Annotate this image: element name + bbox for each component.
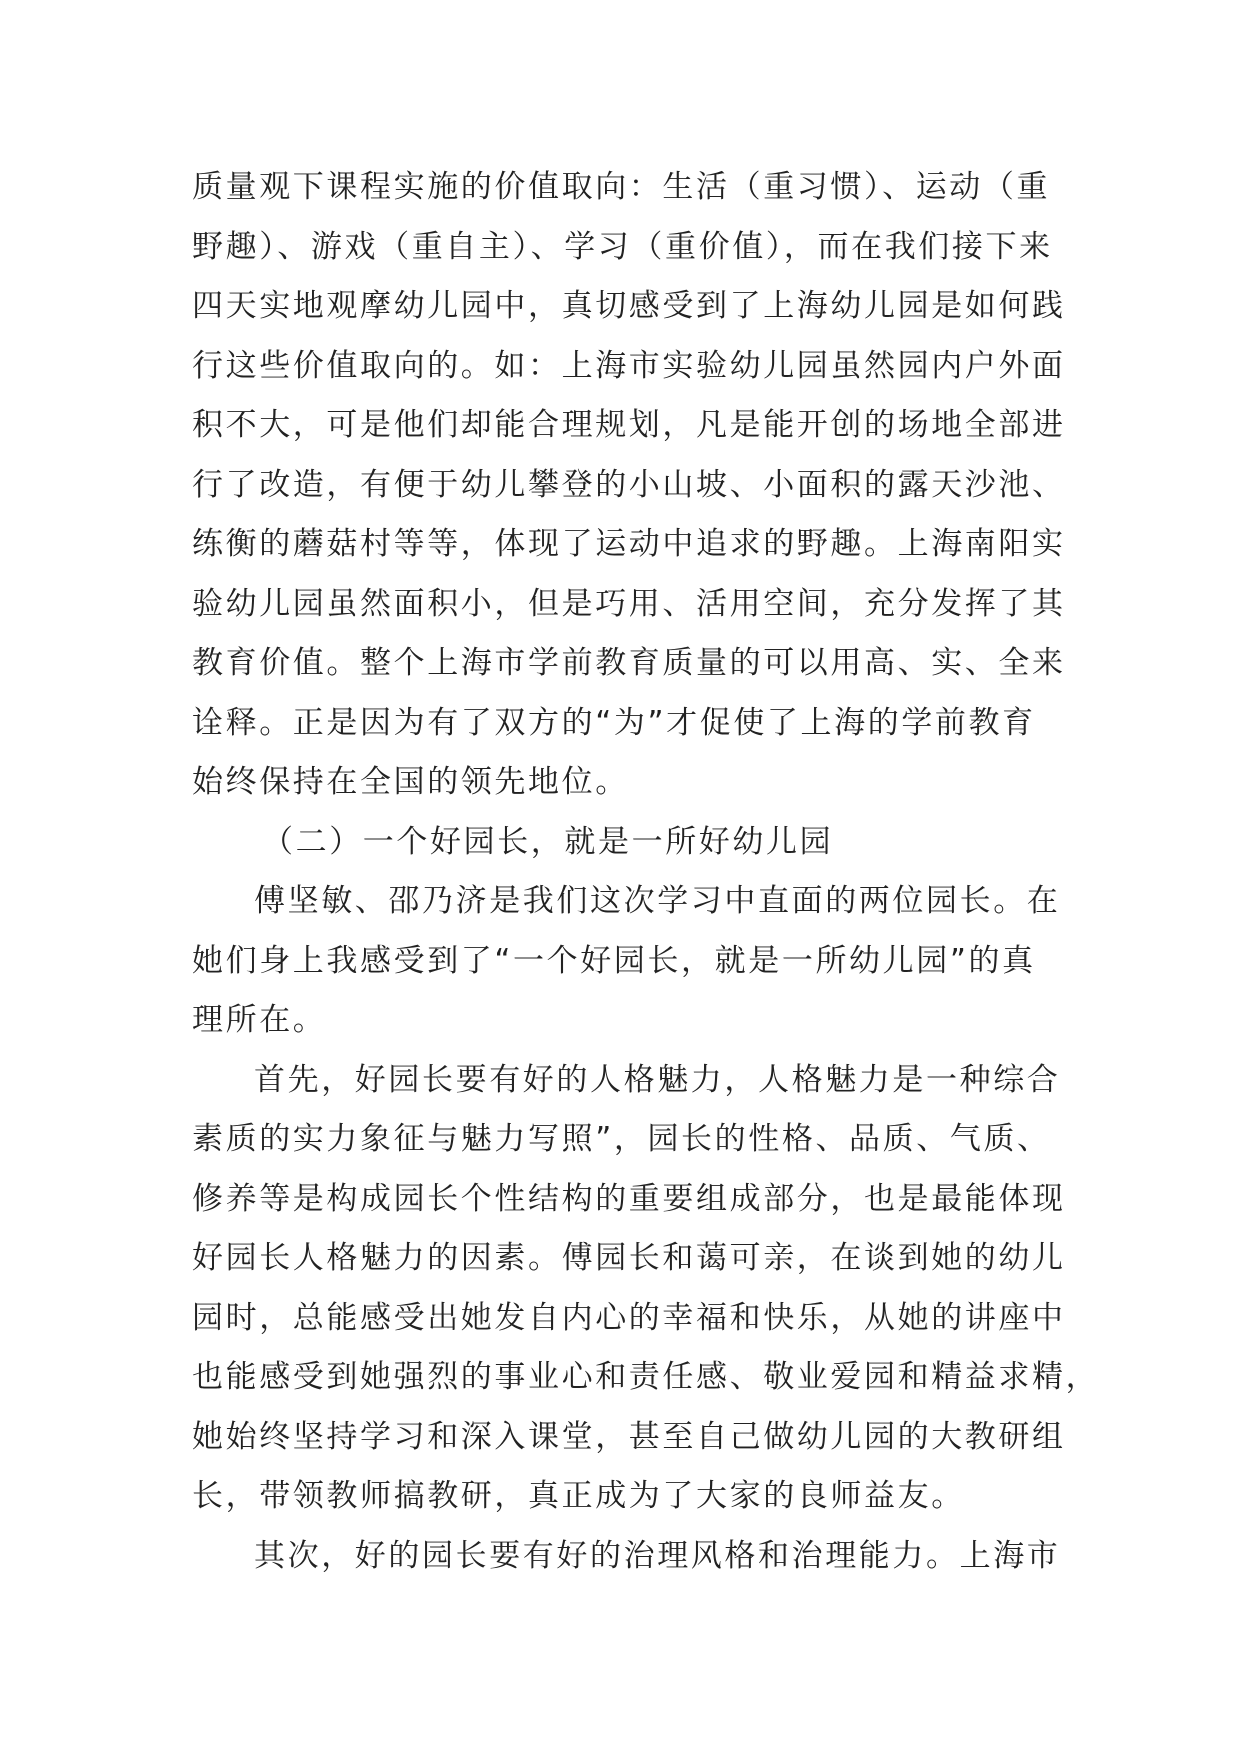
text-line: 诠释。正是因为有了双方的“为”才促使了上海的学前教育 xyxy=(192,704,1036,741)
paragraph-first-line: 首先，好园长要有好的人格魅力，人格魅力是一种综合 xyxy=(254,1061,1061,1098)
text-line: 园时，总能感受出她发自内心的幸福和快乐，从她的讲座中 xyxy=(192,1299,1066,1336)
text-line: 修养等是构成园长个性结构的重要组成部分，也是最能体现 xyxy=(192,1180,1066,1217)
paragraph-first-line: 傅坚敏、邵乃济是我们这次学习中直面的两位园长。在 xyxy=(254,883,1061,919)
text-line: 她们身上我感受到了“一个好园长，就是一所幼儿园”的真 xyxy=(192,942,1036,979)
text-line: 四天实地观摩幼儿园中，真切感受到了上海幼儿园是如何践 xyxy=(192,288,1066,324)
text-line: 积不大，可是他们却能合理规划，凡是能开创的场地全部进 xyxy=(192,407,1066,443)
text-line: 好园长人格魅力的因素。傅园长和蔼可亲，在谈到她的幼儿 xyxy=(192,1240,1066,1276)
text-line: 也能感受到她强烈的事业心和责任感、敬业爱园和精益求精， xyxy=(192,1359,1100,1395)
text-line: 始终保持在全国的领先地位。 xyxy=(192,764,629,800)
paragraph-first-line: 其次，好的园长要有好的治理风格和治理能力。上海市 xyxy=(254,1537,1061,1574)
text-line: 行这些价值取向的。如：上海市实验幼儿园虽然园内户外面 xyxy=(192,347,1066,384)
text-line: 行了改造，有便于幼儿攀登的小山坡、小面积的露天沙池、 xyxy=(192,466,1066,503)
section-heading: （二）一个好园长，就是一所好幼儿园 xyxy=(262,823,834,860)
text-line: 验幼儿园虽然面积小，但是巧用、活用空间，充分发挥了其 xyxy=(192,585,1066,622)
text-line: 素质的实力象征与魅力写照”，园长的性格、品质、气质、 xyxy=(192,1121,1051,1157)
text-line: 长，带领教师搞教研，真正成为了大家的良师益友。 xyxy=(192,1478,965,1514)
text-line: 野趣）、游戏（重自主）、学习（重价值），而在我们接下来 xyxy=(192,228,1053,265)
text-line: 她始终坚持学习和深入课堂，甚至自己做幼儿园的大教研组 xyxy=(192,1418,1066,1455)
text-line: 教育价值。整个上海市学前教育质量的可以用高、实、全来 xyxy=(192,645,1066,681)
body-text xyxy=(192,158,1100,1586)
text-line: 理所在。 xyxy=(192,1002,327,1038)
text-line: 练衡的蘑菇村等等，体现了运动中追求的野趣。上海南阳实 xyxy=(192,526,1066,562)
text-line: 质量观下课程实施的价值取向：生活（重习惯）、运动（重 xyxy=(192,169,1051,205)
